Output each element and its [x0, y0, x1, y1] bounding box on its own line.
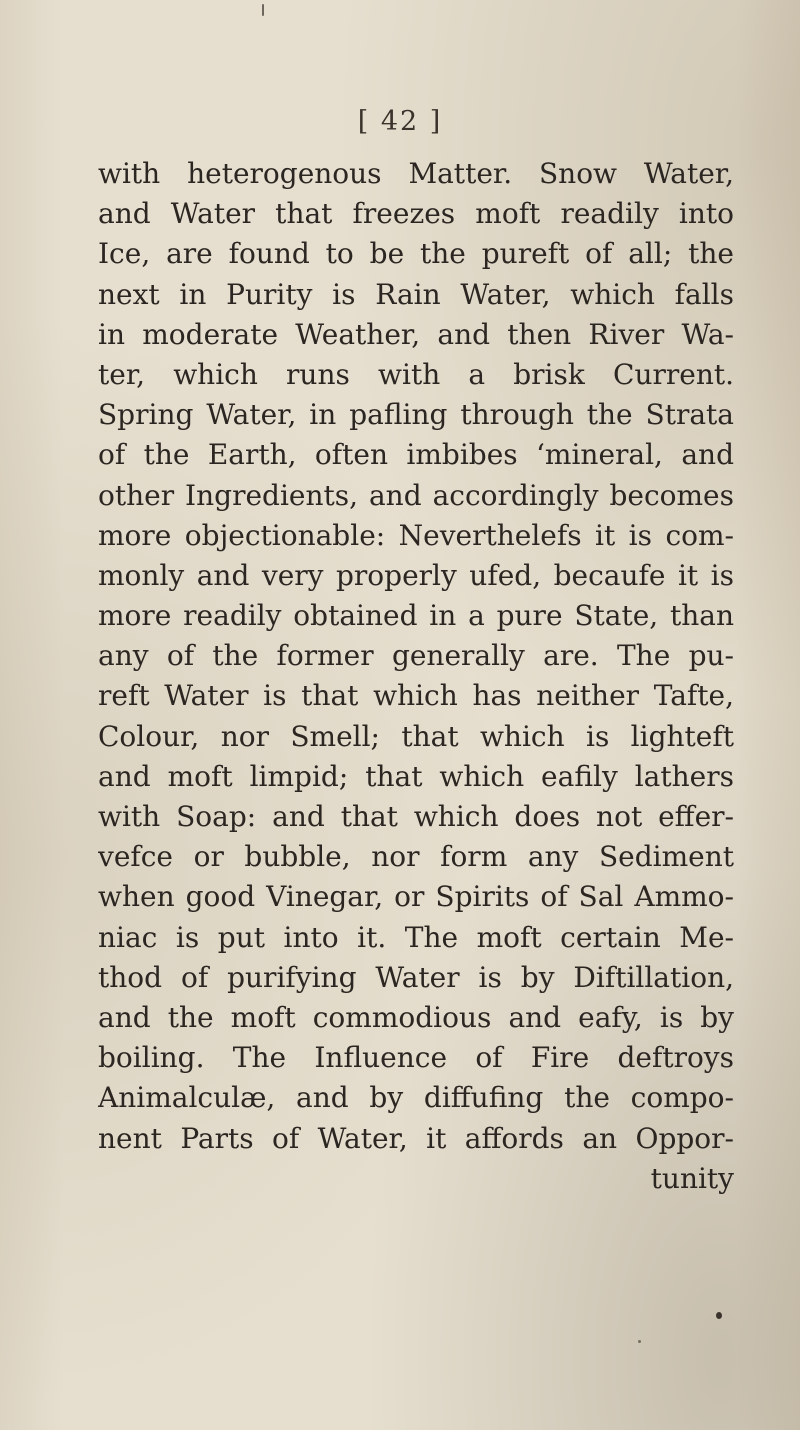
paper-speck — [638, 1340, 641, 1343]
text-line: of the Earth, often imbibes ‘mineral, and — [98, 438, 734, 472]
paper-speck — [716, 1312, 722, 1319]
text-line: with Soap: and that which does not effer- — [98, 800, 734, 833]
text-line: nent Parts of Water, it affords an Oppor- — [98, 1121, 734, 1155]
text-line: more readily obtained in a pure State, than — [98, 599, 734, 633]
text-line: and Water that freezes moft readily into — [98, 197, 734, 231]
page-number: [ 42 ] — [357, 106, 443, 137]
body-text — [98, 154, 734, 1199]
text-line: monly and very properly ufed, becaufe it is — [98, 558, 734, 592]
text-line: vefce or bubble, nor form any Sediment — [98, 840, 734, 874]
text-line: any of the former generally are. The pu- — [98, 639, 734, 673]
text-line: thod of purifying Water is by Diftillation, — [98, 960, 734, 994]
text-line: other Ingredients, and accordingly becomes — [98, 478, 734, 512]
catchword: tunity — [650, 1161, 734, 1195]
text-line: Animalculæ, and by diffufing the compo- — [98, 1081, 734, 1115]
paper-speck — [262, 4, 264, 16]
text-line: reft Water is that which has neither Tafte, — [98, 679, 734, 713]
text-line: Spring Water, in pafling through the Strata — [98, 398, 734, 432]
text-line: when good Vinegar, or Spirits of Sal Ammo- — [98, 880, 734, 914]
text-line: Colour, nor Smell; that which is lighteft — [98, 719, 734, 753]
text-line: boiling. The Influence of Fire deftroys — [98, 1041, 734, 1075]
text-line: with heterogenous Matter. Snow Water, — [98, 157, 734, 190]
text-line: and the moft commodious and eafy, is by — [98, 1000, 734, 1034]
text-line: in moderate Weather, and then River Wa- — [98, 317, 734, 351]
text-line: and moft limpid; that which eafily lathers — [98, 759, 734, 793]
text-line: next in Purity is Rain Water, which falls — [98, 277, 734, 311]
text-line: Ice, are found to be the pureft of all; the — [98, 237, 734, 271]
text-line: more objectionable: Neverthelefs it is com- — [98, 518, 734, 552]
text-line: ter, which runs with a brisk Current. — [98, 357, 734, 391]
text-line: niac is put into it. The moft certain Me- — [98, 920, 734, 954]
